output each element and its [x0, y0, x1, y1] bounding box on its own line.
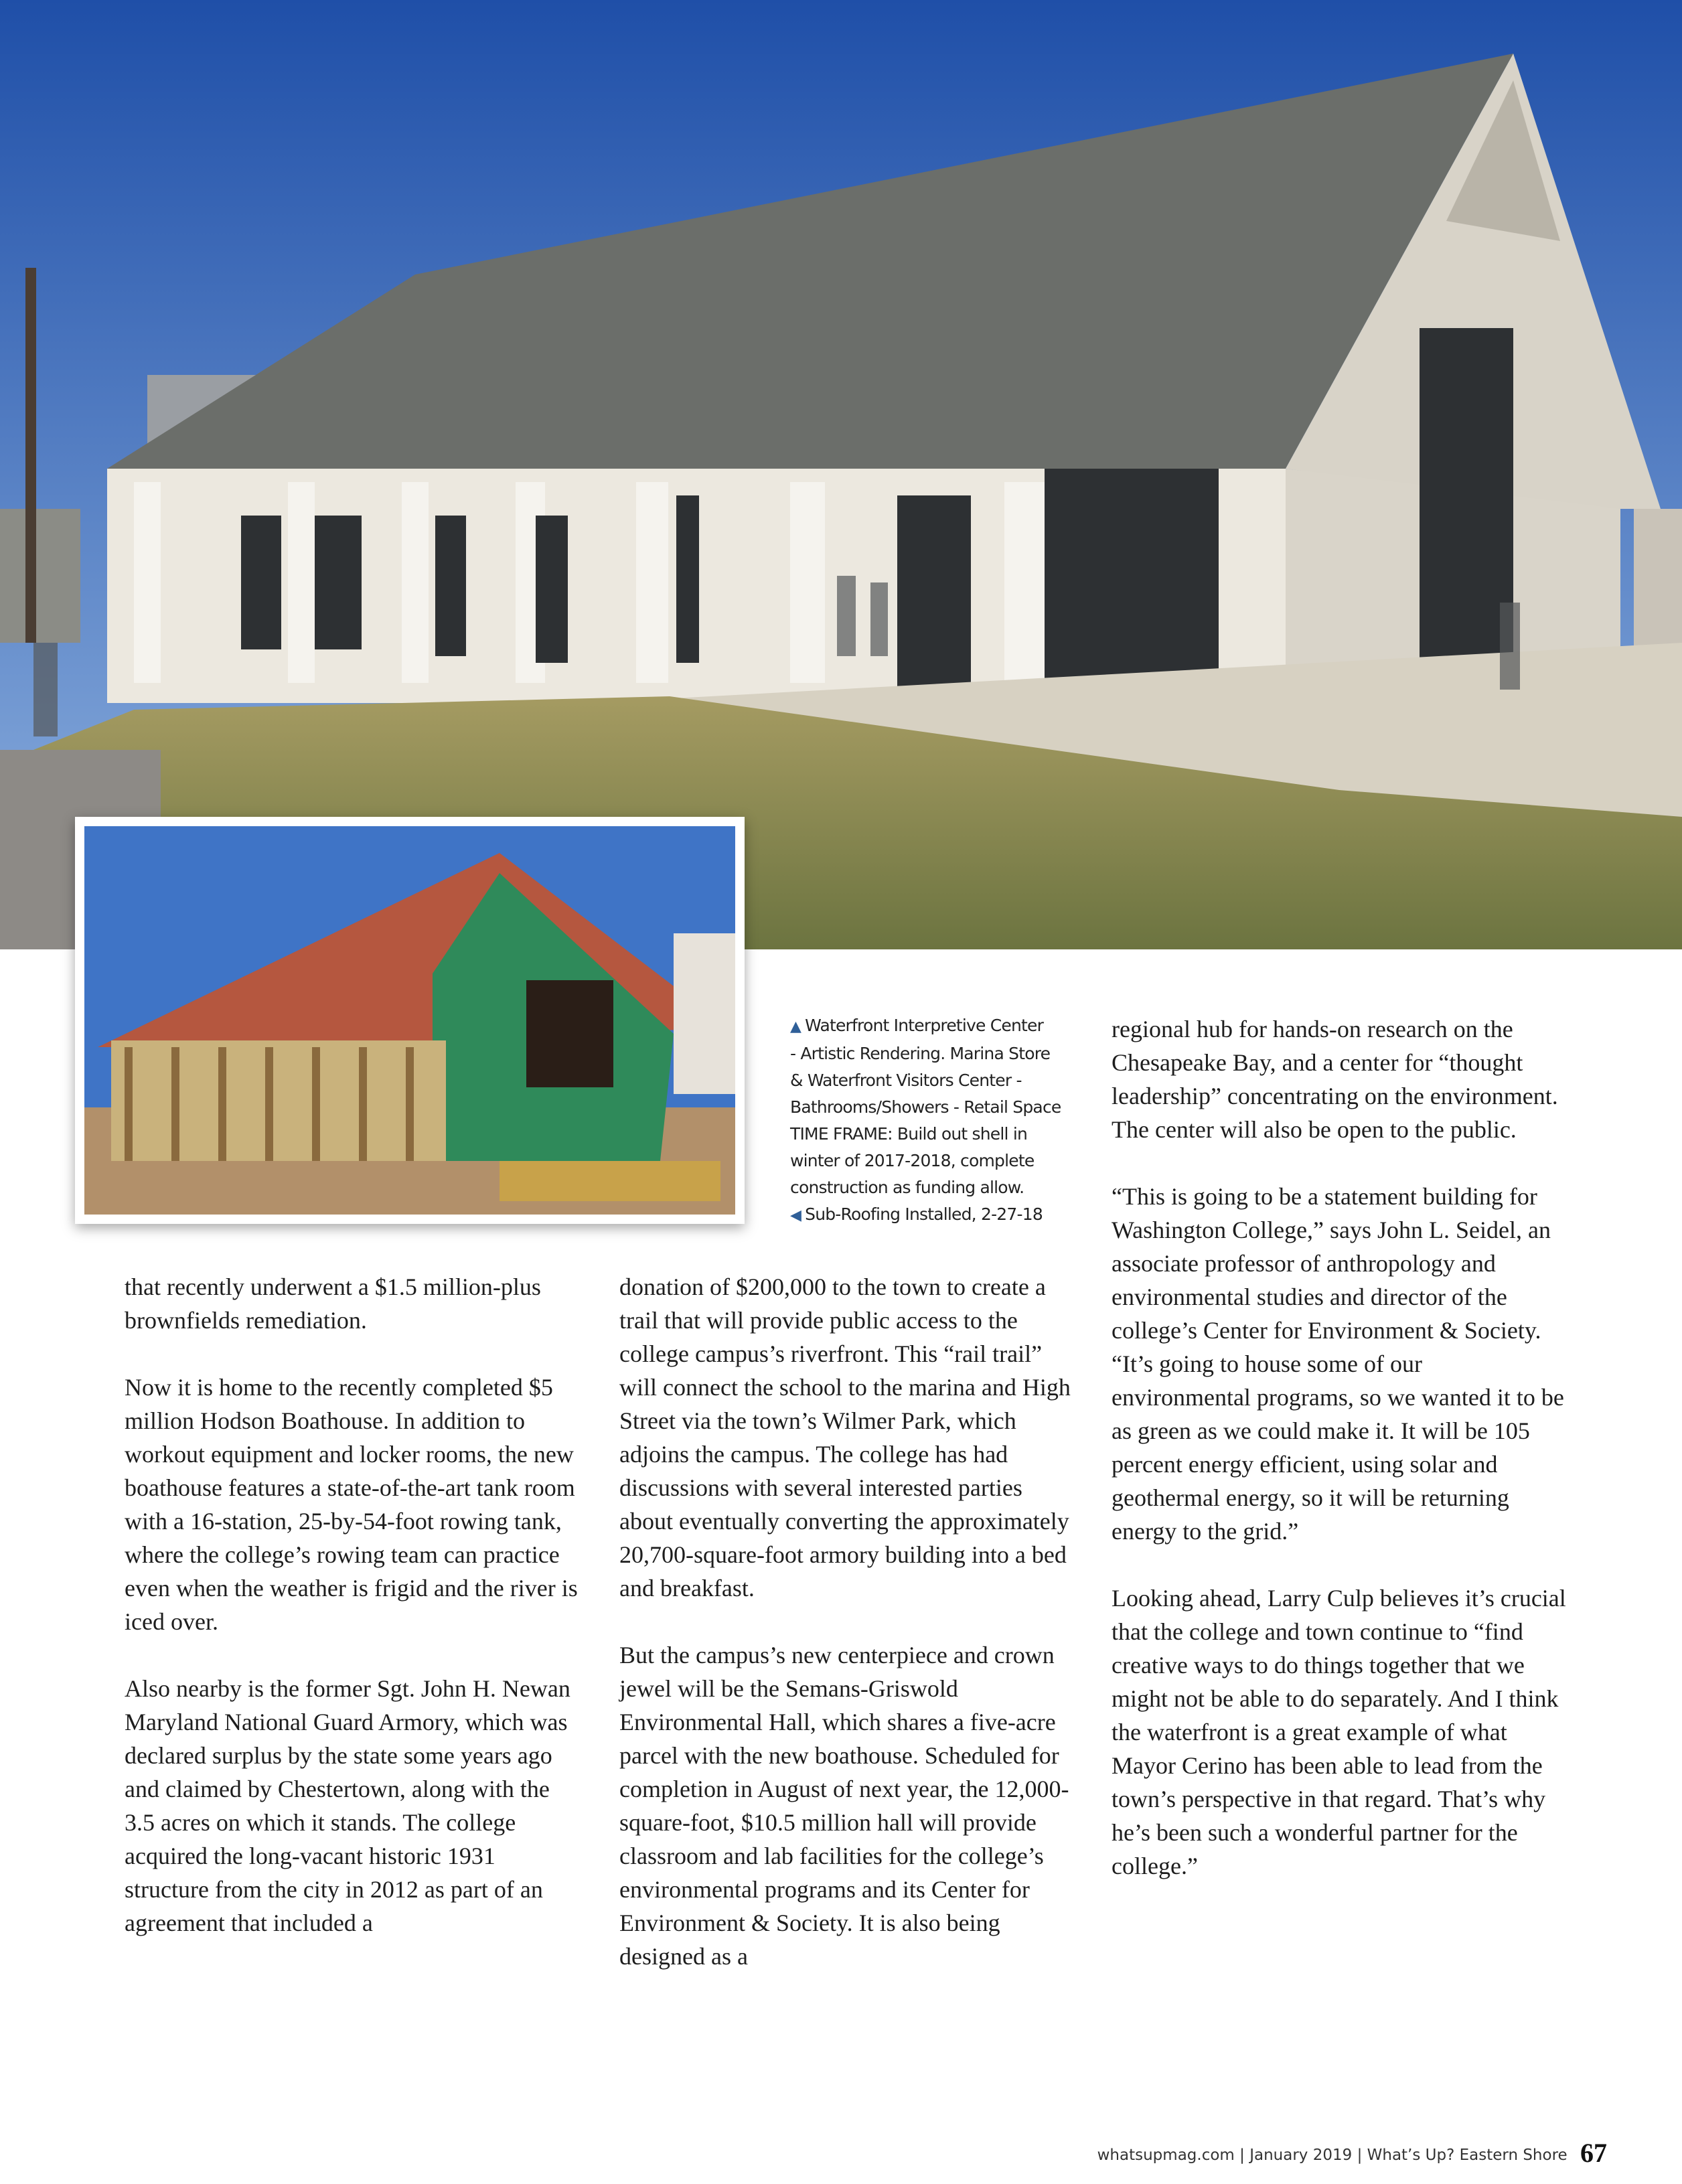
footer-site: whatsupmag.com [1097, 2147, 1235, 2164]
footer-publication: What’s Up? Eastern Shore [1367, 2147, 1568, 2164]
caption-line: ▲ Waterfront Interpretive Center [790, 1016, 1044, 1035]
hero-rendering-image [0, 0, 1682, 949]
page-number: 67 [1580, 2138, 1607, 2168]
paragraph: donation of $200,000 to the town to create a trail that will provide public access to the college campus’s riverfront. This “rail trail” will connect the school to the marina and High Street via the town’s Wilmer Park, which adjoins the campus. The college has had discussions with several interested parties about eventually converting the approximately 20,700-square-foot armory building into a bed and breakfast. [619, 1273, 1071, 1602]
article-column-2 [619, 1270, 1075, 1973]
paragraph: But the campus’s new centerpiece and crown jewel will be the Semans-Griswold Environmental Hall, which shares a five-acre parcel with the new boathouse. Scheduled for completion in August of next year, the 12,000-square-foot, $10.5 million hall will provide classroom and lab facilities for the college’s environmental programs and its Center for Environment & Society. It is also being designed as a [619, 1642, 1069, 1970]
paragraph: regional hub for hands-on research on the Chesapeake Bay, and a center for “thought leadership” concentrating on the environment. The center will also be open to the public. [1112, 1016, 1558, 1143]
paragraph: Now it is home to the recently completed $5 million Hodson Boathouse. In addition to workout equipment and locker rooms, the new boathouse features a state-of-the-art tank room with a 16-station, 25-by-54-foot rowing tank, where the college’s rowing team can practice even when the weather is frigid and the river is iced over. [125, 1374, 578, 1635]
paragraph: “This is going to be a statement building for Washington College,” says John L. Seidel, an associate professor of anthropology and environmental studies and director of the college’s Center for Environment & Society. “It’s going to house some of our environmental programs, so we wanted it to be as green as we could make it. It will be 105 percent energy efficient, using solar and geothermal energy, so it will be returning energy to the grid.” [1112, 1183, 1564, 1545]
page-footer [937, 2137, 1607, 2169]
caption-line: ◀ Sub-Roofing Installed, 2-27-18 [790, 1204, 1043, 1224]
footer-issue: January 2019 [1249, 2147, 1353, 2164]
caption-line: winter of 2017-2018, complete [790, 1151, 1035, 1170]
caption-line: construction as funding allow. [790, 1178, 1024, 1197]
triangle-left-icon: ◀ [790, 1207, 801, 1224]
article-column-1 [125, 1270, 580, 1940]
paragraph: Looking ahead, Larry Culp believes it’s crucial that the college and town continue to “find creative ways to do things together that we might not be able to do separately. And I think the waterfront is a great example of what Mayor Cerino has been able to lead from the town’s perspective in that regard. That’s why he’s been such a wonderful partner for the college.” [1112, 1585, 1566, 1879]
paragraph: Also nearby is the former Sgt. John H. Newan Maryland National Guard Armory, which was declared surplus by the state some years ago and claimed by Chestertown, along with the 3.5 acres on which it stands. The college acquired the long-vacant historic 1931 structure from the city in 2012 as part of an agreement that included a [125, 1675, 570, 1936]
paragraph: that recently underwent a $1.5 million-plus brownfields remediation. [125, 1273, 541, 1334]
caption-line: & Waterfront Visitors Center - [790, 1071, 1022, 1090]
photo-caption [790, 1012, 1078, 1229]
footer-separator: | [1239, 2147, 1245, 2164]
caption-line: Bathrooms/Showers - Retail Space [790, 1097, 1061, 1117]
article-column-3 [1112, 1012, 1567, 1883]
triangle-up-icon: ▲ [790, 1018, 801, 1035]
caption-line: TIME FRAME: Build out shell in [790, 1124, 1028, 1144]
construction-photo [84, 826, 735, 1215]
caption-line: - Artistic Rendering. Marina Store [790, 1044, 1051, 1063]
inset-construction-photo-frame [75, 817, 745, 1224]
footer-separator: | [1357, 2147, 1363, 2164]
